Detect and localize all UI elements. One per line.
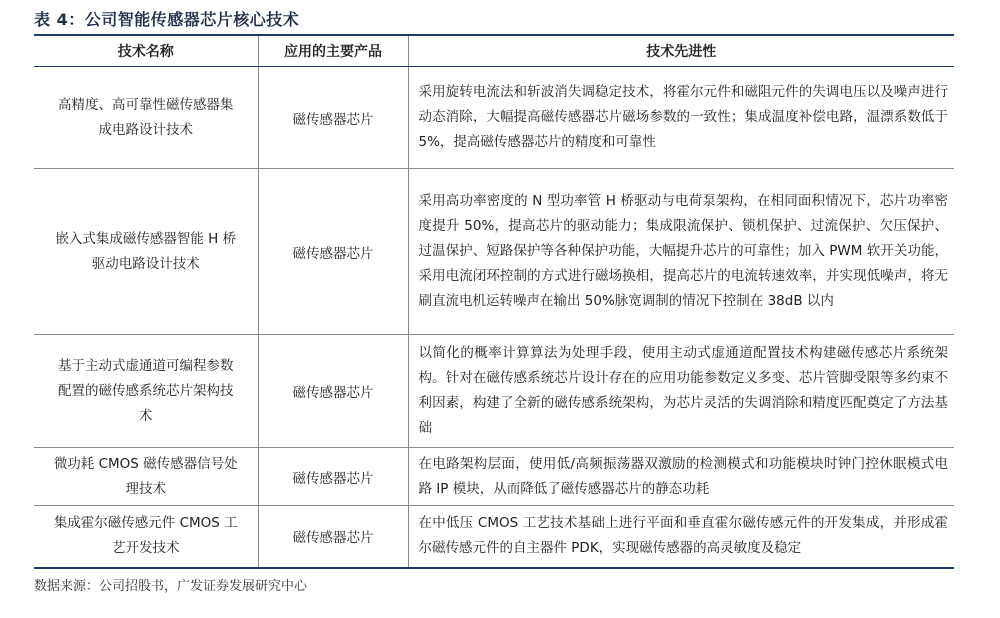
document-page [34,6,954,594]
cell-advantage: 在中低压 CMOS 工艺技术基础上进行平面和垂直霍尔磁传感元件的开发集成，并形成霍尔磁传感元件的自主器件 PDK，实现磁传感器的高灵敏度及稳定 [408,506,954,568]
header-product: 应用的主要产品 [258,36,408,67]
cell-tech-name: 集成霍尔磁传感元件 CMOS 工艺开发技术 [34,506,258,568]
cell-product: 磁传感器芯片 [258,448,408,506]
cell-product: 磁传感器芯片 [258,506,408,568]
data-source-note: 数据来源：公司招股书，广发证券发展研究中心 [34,578,308,594]
header-tech-name: 技术名称 [34,36,258,67]
cell-tech-name: 微功耗 CMOS 磁传感器信号处理技术 [34,448,258,506]
cell-product: 磁传感器芯片 [258,335,408,448]
core-tech-table [34,36,954,569]
cell-advantage: 在电路架构层面，使用低/高频振荡器双激励的检测模式和功能模块时钟门控休眠模式电路 IP 模块，从而降低了磁传感器芯片的静态功耗 [408,448,954,506]
table-row [34,506,954,568]
cell-advantage: 采用旋转电流法和斩波消失调稳定技术，将霍尔元件和磁阻元件的失调电压以及噪声进行动态消除，大幅提高磁传感器芯片磁场参数的一致性；集成温度补偿电路，温漂系数低于 5%，提高磁传感器芯片的精度和可靠性 [408,67,954,169]
header-advantage: 技术先进性 [408,36,954,67]
table-row [34,169,954,335]
table-header-row [34,36,954,67]
cell-tech-name: 嵌入式集成磁传感器智能 H 桥驱动电路设计技术 [34,169,258,335]
cell-tech-name: 基于主动式虚通道可编程参数配置的磁传感系统芯片架构技术 [34,335,258,448]
cell-product: 磁传感器芯片 [258,67,408,169]
cell-product: 磁传感器芯片 [258,169,408,335]
cell-tech-name: 高精度、高可靠性磁传感器集成电路设计技术 [34,67,258,169]
table-row [34,335,954,448]
table-title: 表 4：公司智能传感器芯片核心技术 [34,10,300,29]
table-row [34,67,954,169]
cell-advantage: 以简化的概率计算算法为处理手段，使用主动式虚通道配置技术构建磁传感芯片系统架构。针对在磁传感系统芯片设计存在的应用功能参数定义多变、芯片管脚受限等多约束不利因素，构建了全新的磁传感系统架构，为芯片灵活的失调消除和精度匹配奠定了方法基础 [408,335,954,448]
cell-advantage: 采用高功率密度的 N 型功率管 H 桥驱动与电荷泵架构，在相同面积情况下，芯片功率密度提升 50%，提高芯片的驱动能力；集成限流保护、锁机保护、过流保护、欠压保护、过温保护、短路保护等各种保护功能，大幅提升芯片的可靠性；加入 PWM 软开关功能，采用电流闭环控制的方式进行磁场换相，提高芯片的电流转速效率，并实现低噪声，将无刷直流电机运转噪声在输出 50%脉宽调制的情况下控制在 38dB 以内 [408,169,954,335]
table-row [34,448,954,506]
